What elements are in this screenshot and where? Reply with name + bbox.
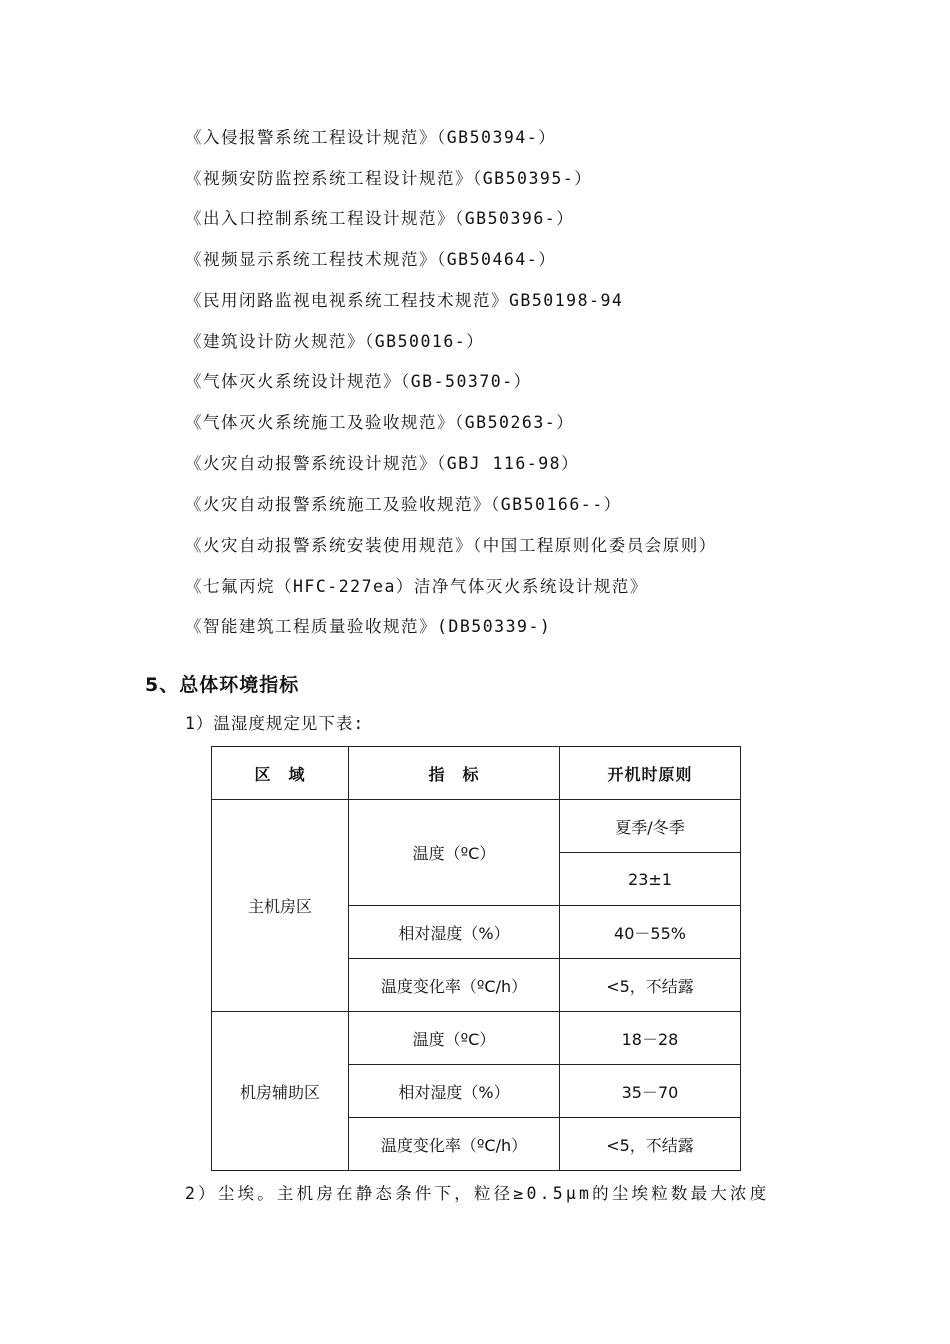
aux-humidity-value: 35－70 (560, 1065, 741, 1118)
standard-item: 《视频显示系统工程技术规范》（GB50464-） (185, 250, 557, 269)
standard-item: 《火灾自动报警系统设计规范》（GBJ 116-98） (185, 454, 580, 473)
main-humidity-value: 40－55% (560, 906, 741, 959)
standard-item: 《视频安防监控系统工程设计规范》（GB50395-） (185, 169, 593, 188)
standard-item: 《气体灭火系统施工及验收规范》（GB50263-） (185, 413, 575, 432)
standard-item: 《火灾自动报警系统安装使用规范》（中国工程原则化委员会原则） (185, 536, 717, 555)
standard-item: 《智能建筑工程质量验收规范》(DB50339-) (185, 617, 552, 636)
standard-item: 《火灾自动报警系统施工及验收规范》（GB50166--） (185, 495, 622, 514)
zone-main: 主机房区 (212, 800, 349, 1012)
aux-rate-label: 温度变化率（ºC/h） (349, 1118, 560, 1171)
header-standard: 开机时原则 (560, 747, 741, 800)
main-rate-label: 温度变化率（ºC/h） (349, 959, 560, 1012)
dust-paragraph: 2）尘埃。主机房在静态条件下，粒径≥0.5μm的尘埃粒数最大浓度 (185, 1184, 770, 1203)
main-humidity-label: 相对湿度（%） (349, 906, 560, 959)
main-temp-season: 夏季/冬季 (560, 800, 741, 853)
aux-rate-value: <5，不结露 (560, 1118, 741, 1171)
main-temp-value: 23±1 (560, 853, 741, 906)
table-row (212, 800, 741, 853)
standard-item: 《出入口控制系统工程设计规范》（GB50396-） (185, 209, 575, 228)
table-row (212, 1012, 741, 1065)
zone-aux: 机房辅助区 (212, 1012, 349, 1171)
standard-item: 《建筑设计防火规范》（GB50016-） (185, 332, 485, 351)
standard-item: 《七氟丙烷（HFC-227ea）洁净气体灭火系统设计规范》 (185, 577, 648, 596)
standard-item: 《民用闭路监视电视系统工程技术规范》GB50198-94 (185, 291, 624, 310)
table-header-row (212, 747, 741, 800)
environment-table (211, 746, 741, 1171)
standard-item: 《气体灭火系统设计规范》（GB-50370-） (185, 372, 532, 391)
standard-item: 《入侵报警系统工程设计规范》（GB50394-） (185, 128, 557, 147)
aux-temp-label: 温度（ºC） (349, 1012, 560, 1065)
header-indicator: 指 标 (349, 747, 560, 800)
section-subheading: 1）温湿度规定见下表: (185, 714, 365, 733)
main-rate-value: <5，不结露 (560, 959, 741, 1012)
section-heading: 5、总体环境指标 (145, 674, 300, 696)
aux-humidity-label: 相对湿度（%） (349, 1065, 560, 1118)
main-temp-label: 温度（ºC） (349, 800, 560, 906)
aux-temp-value: 18－28 (560, 1012, 741, 1065)
header-zone: 区 域 (212, 747, 349, 800)
